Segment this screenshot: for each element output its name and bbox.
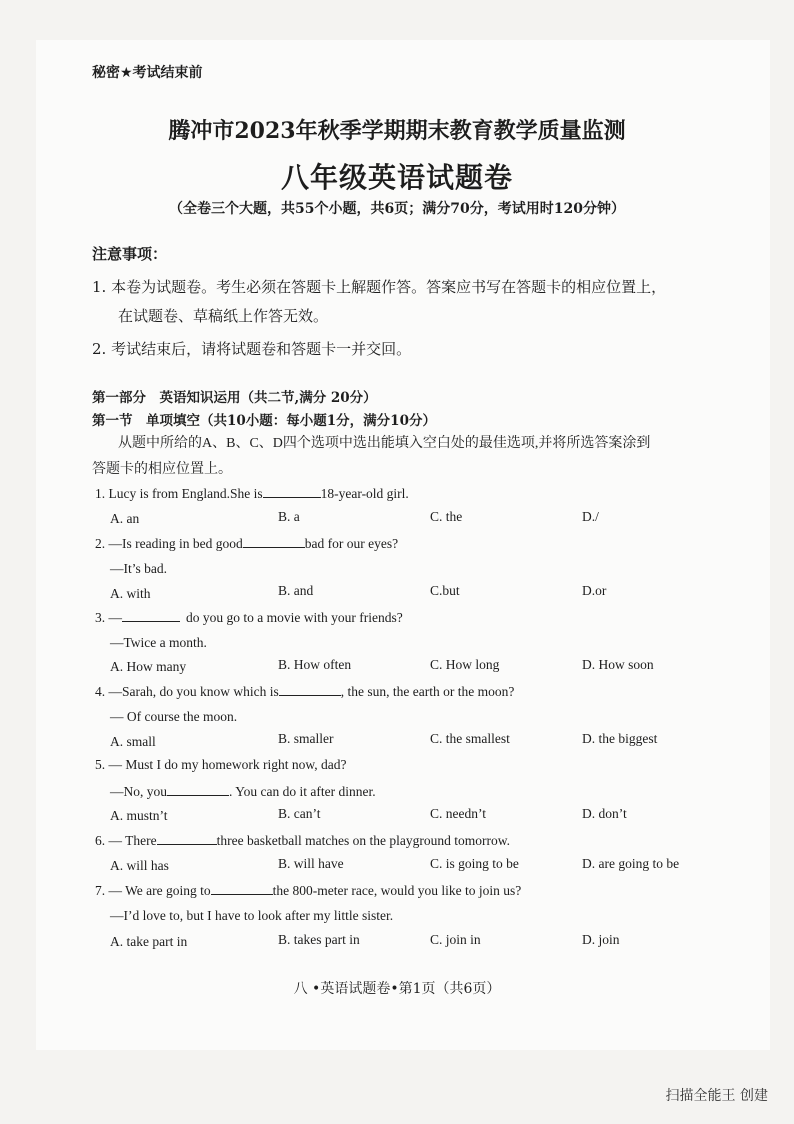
question-4-reply: — Of course the moon.: [110, 709, 238, 724]
answer-blank: [122, 609, 180, 622]
exam-title: 腾冲市2023年秋季学期期末教育教学质量监测: [168, 118, 626, 144]
notice-item-2: 2. 考试结束后，请将试题卷和答题卡一并交回。: [92, 340, 412, 358]
option-b: B. a: [278, 509, 300, 524]
question-5: 5. — Must I do my homework right now, dad?: [95, 757, 347, 772]
notice-heading: 注意事项：: [92, 245, 168, 263]
scanner-watermark: 扫描全能王 创建: [665, 1088, 768, 1104]
confidential-label: 秘密★考试结束前: [92, 65, 203, 81]
option-b: B. will have: [278, 856, 344, 871]
answer-blank: [279, 683, 341, 696]
question-1: 1. Lucy is from England.She is 18-year-old girl.: [95, 486, 409, 501]
option-d: D./: [582, 509, 599, 524]
notice-item-1-cont: 在试题卷、草稿纸上作答无效。: [118, 307, 329, 325]
part-heading: 第一部分 英语知识运用（共二节,满分 20分）: [92, 390, 377, 406]
option-c: C. needn’t: [430, 806, 486, 821]
section-heading: 第一节 单项填空（共10小题：每小题1分，满分10分）: [92, 413, 436, 429]
instruction-line-1: 从题中所给的A、B、C、D四个选项中选出能填入空白处的最佳选项,并将所选答案涂到: [118, 436, 651, 451]
option-c: C. How long: [430, 657, 500, 672]
option-a: A. an: [110, 511, 140, 526]
option-c: C.but: [430, 583, 460, 598]
option-b: B. can’t: [278, 806, 321, 821]
question-7-reply: —I’d love to, but I have to look after my little sister.: [110, 908, 394, 923]
option-b: B. takes part in: [278, 932, 360, 947]
answer-blank: [211, 882, 273, 895]
option-a: A. How many: [110, 659, 187, 674]
answer-blank: [263, 485, 321, 498]
notice-item-1: 1. 本卷为试题卷。考生必须在答题卡上解题作答。答案应书写在答题卡的相应位置上，: [92, 278, 667, 296]
option-d: D. join: [582, 932, 620, 947]
question-2-reply: —It’s bad.: [110, 561, 167, 576]
option-b: B. smaller: [278, 731, 334, 746]
option-c: C. is going to be: [430, 856, 519, 871]
option-a: A. small: [110, 734, 156, 749]
option-d: D. don’t: [582, 806, 627, 821]
option-b: B. and: [278, 583, 314, 598]
option-c: C. the: [430, 509, 463, 524]
question-3: 3. — do you go to a movie with your friends?: [95, 610, 403, 625]
option-a: A. mustn’t: [110, 808, 168, 823]
question-5-reply: —No, you . You can do it after dinner.: [110, 784, 376, 799]
instruction-line-2: 答题卡的相应位置上。: [92, 462, 232, 477]
paper-title: 八年级英语试题卷: [280, 161, 513, 194]
paper-subtitle: （全卷三个大题，共55个小题，共6页；满分70分，考试用时120分钟）: [169, 201, 625, 217]
page-footer: 八 •英语试题卷•第1页（共6页）: [293, 981, 501, 997]
option-d: D. How soon: [582, 657, 654, 672]
question-4: 4. —Sarah, do you know which is , the sun, the earth or the moon?: [95, 684, 515, 699]
answer-blank: [243, 535, 305, 548]
option-d: D. are going to be: [582, 856, 680, 871]
question-7: 7. — We are going to the 800-meter race, would you like to join us?: [95, 883, 522, 898]
question-6: 6. — There three basketball matches on the playground tomorrow.: [95, 833, 511, 848]
option-d: D. the biggest: [582, 731, 658, 746]
answer-blank: [167, 783, 229, 796]
option-c: C. the smallest: [430, 731, 510, 746]
answer-blank: [157, 832, 217, 845]
question-3-reply: —Twice a month.: [110, 635, 207, 650]
option-b: B. How often: [278, 657, 352, 672]
option-d: D.or: [582, 583, 607, 598]
option-a: A. take part in: [110, 934, 188, 949]
option-a: A. with: [110, 586, 151, 601]
option-c: C. join in: [430, 932, 481, 947]
question-2: 2. —Is reading in bed good bad for our eyes?: [95, 536, 399, 551]
option-a: A. will has: [110, 858, 169, 873]
